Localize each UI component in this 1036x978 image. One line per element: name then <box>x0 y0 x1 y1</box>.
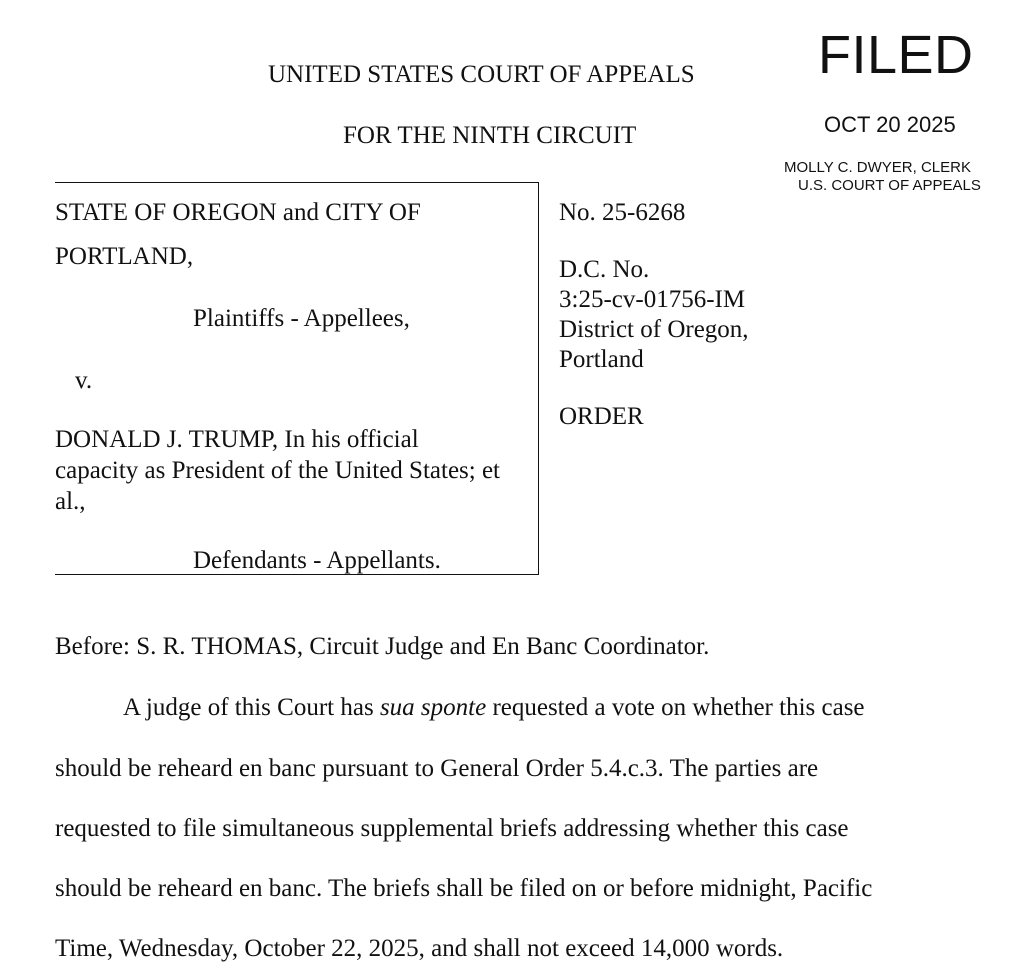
filed-word: FILED <box>818 25 974 85</box>
defendants-name-line1: DONALD J. TRUMP, In his official <box>55 426 419 453</box>
plaintiffs-name-line1: STATE OF OREGON and CITY OF <box>55 199 421 226</box>
panel-line: Before: S. R. THOMAS, Circuit Judge and En Banc Coordinator. <box>55 633 710 660</box>
case-number: No. 25-6268 <box>559 199 686 226</box>
court-name: UNITED STATES COURT OF APPEALS <box>268 61 695 88</box>
body-line-2: should be reheard en banc pursuant to General Order 5.4.c.3. The parties are <box>55 755 819 782</box>
district-city: Portland <box>559 346 644 373</box>
clerk-court: U.S. COURT OF APPEALS <box>798 177 981 194</box>
circuit-name: FOR THE NINTH CIRCUIT <box>343 122 637 149</box>
body-line-3: requested to file simultaneous supplemental briefs addressing whether this case <box>55 815 849 842</box>
body-line-1 <box>123 693 865 723</box>
dc-number: 3:25-cv-01756-IM <box>559 286 746 313</box>
body-line-1-start: A judge of this Court has <box>123 694 380 721</box>
plaintiffs-name-line2: PORTLAND, <box>55 243 194 270</box>
dc-number-label: D.C. No. <box>559 256 650 283</box>
body-line-5: Time, Wednesday, October 22, 2025, and shall not exceed 14,000 words. <box>55 935 784 962</box>
case-caption-box <box>55 182 539 575</box>
district-name: District of Oregon, <box>559 316 749 343</box>
filed-date: OCT 20 2025 <box>824 112 956 137</box>
defendants-role: Defendants - Appellants. <box>193 547 441 574</box>
versus: v. <box>75 367 93 394</box>
body-line-4: should be reheard en banc. The briefs shall be filed on or before midnight, Pacific <box>55 875 873 902</box>
order-title: ORDER <box>559 403 644 430</box>
sua-sponte-italic: sua sponte <box>379 694 487 721</box>
clerk-name: MOLLY C. DWYER, CLERK <box>784 159 971 176</box>
defendants-name-line3: al., <box>55 488 86 515</box>
filed-stamp <box>770 24 1020 199</box>
plaintiffs-role: Plaintiffs - Appellees, <box>193 305 410 332</box>
body-line-1-end: requested a vote on whether this case <box>486 694 865 721</box>
defendants-name-line2: capacity as President of the United States; et <box>55 457 501 484</box>
